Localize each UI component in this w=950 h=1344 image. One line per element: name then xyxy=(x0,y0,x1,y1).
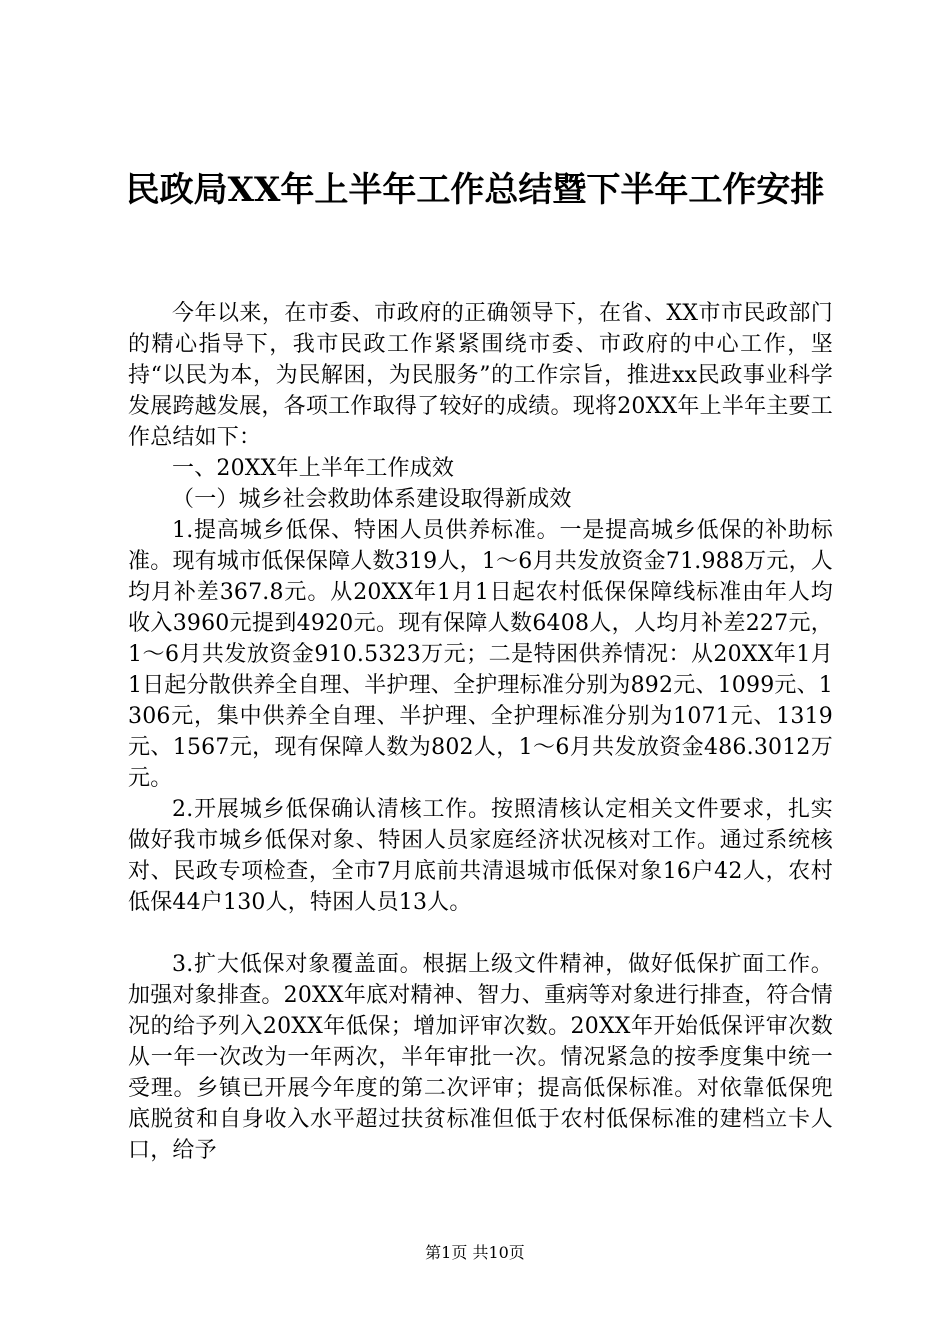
item-paragraph-3: 3.扩大低保对象覆盖面。根据上级文件精神，做好低保扩面工作。加强对象排查。20XX年底对精神、智力、重病等对象进行排查，符合情况的给予列入20XX年低保；增加评审次数。20XX年开始低保评审次数从一年一次改为一年两次，半年审批一次。情况紧急的按季度集中统一受理。乡镇已开展今年度的第二次评审；提高低保标准。对依靠低保兜底脱贫和自身收入水平超过扶贫标准但低于农村低保标准的建档立卡人口，给予 xyxy=(128,952,833,1163)
document-title: 民政局XX年上半年工作总结暨下半年工作安排 xyxy=(125,170,825,210)
section-heading: 一、20XX年上半年工作成效 xyxy=(172,456,455,481)
page-number-footer: 第1页 共10页 xyxy=(425,1243,525,1262)
item-paragraph-1: 1.提高城乡低保、特困人员供养标准。一是提高城乡低保的补助标准。现有城市低保保障人数319人，1～6月共发放资金71.988万元，人均月补差367.8元。从20XX年1月1日起农村低保保障线标准由年人均收入3960元提到4920元。现有保障人数6408人，人均月补差227元，1～6月共发放资金910.5323万元；二是特困供养情况：从20XX年1月1日起分散供养全自理、半护理、全护理标准分别为892元、1099元、1306元，集中供养全自理、半护理、全护理标准分别为1071元、1319元、1567元，现有保障人数为802人，1～6月共发放资金486.3012万元。 xyxy=(128,518,833,791)
document-body xyxy=(128,298,833,1166)
subsection-heading: （一）城乡社会救助体系建设取得新成效 xyxy=(172,487,572,512)
item-paragraph-2: 2.开展城乡低保确认清核工作。按照清核认定相关文件要求，扎实做好我市城乡低保对象、特困人员家庭经济状况核对工作。通过系统核对、民政专项检查，全市7月底前共清退城市低保对象16户42人，农村低保44户130人，特困人员13人。 xyxy=(128,797,833,915)
intro-paragraph: 今年以来，在市委、市政府的正确领导下，在省、XX市市民政部门的精心指导下，我市民政工作紧紧围绕市委、市政府的中心工作，坚持“以民为本，为民解困，为民服务”的工作宗旨，推进xx民政事业科学发展跨越发展，各项工作取得了较好的成绩。现将20XX年上半年主要工作总结如下： xyxy=(128,301,833,450)
